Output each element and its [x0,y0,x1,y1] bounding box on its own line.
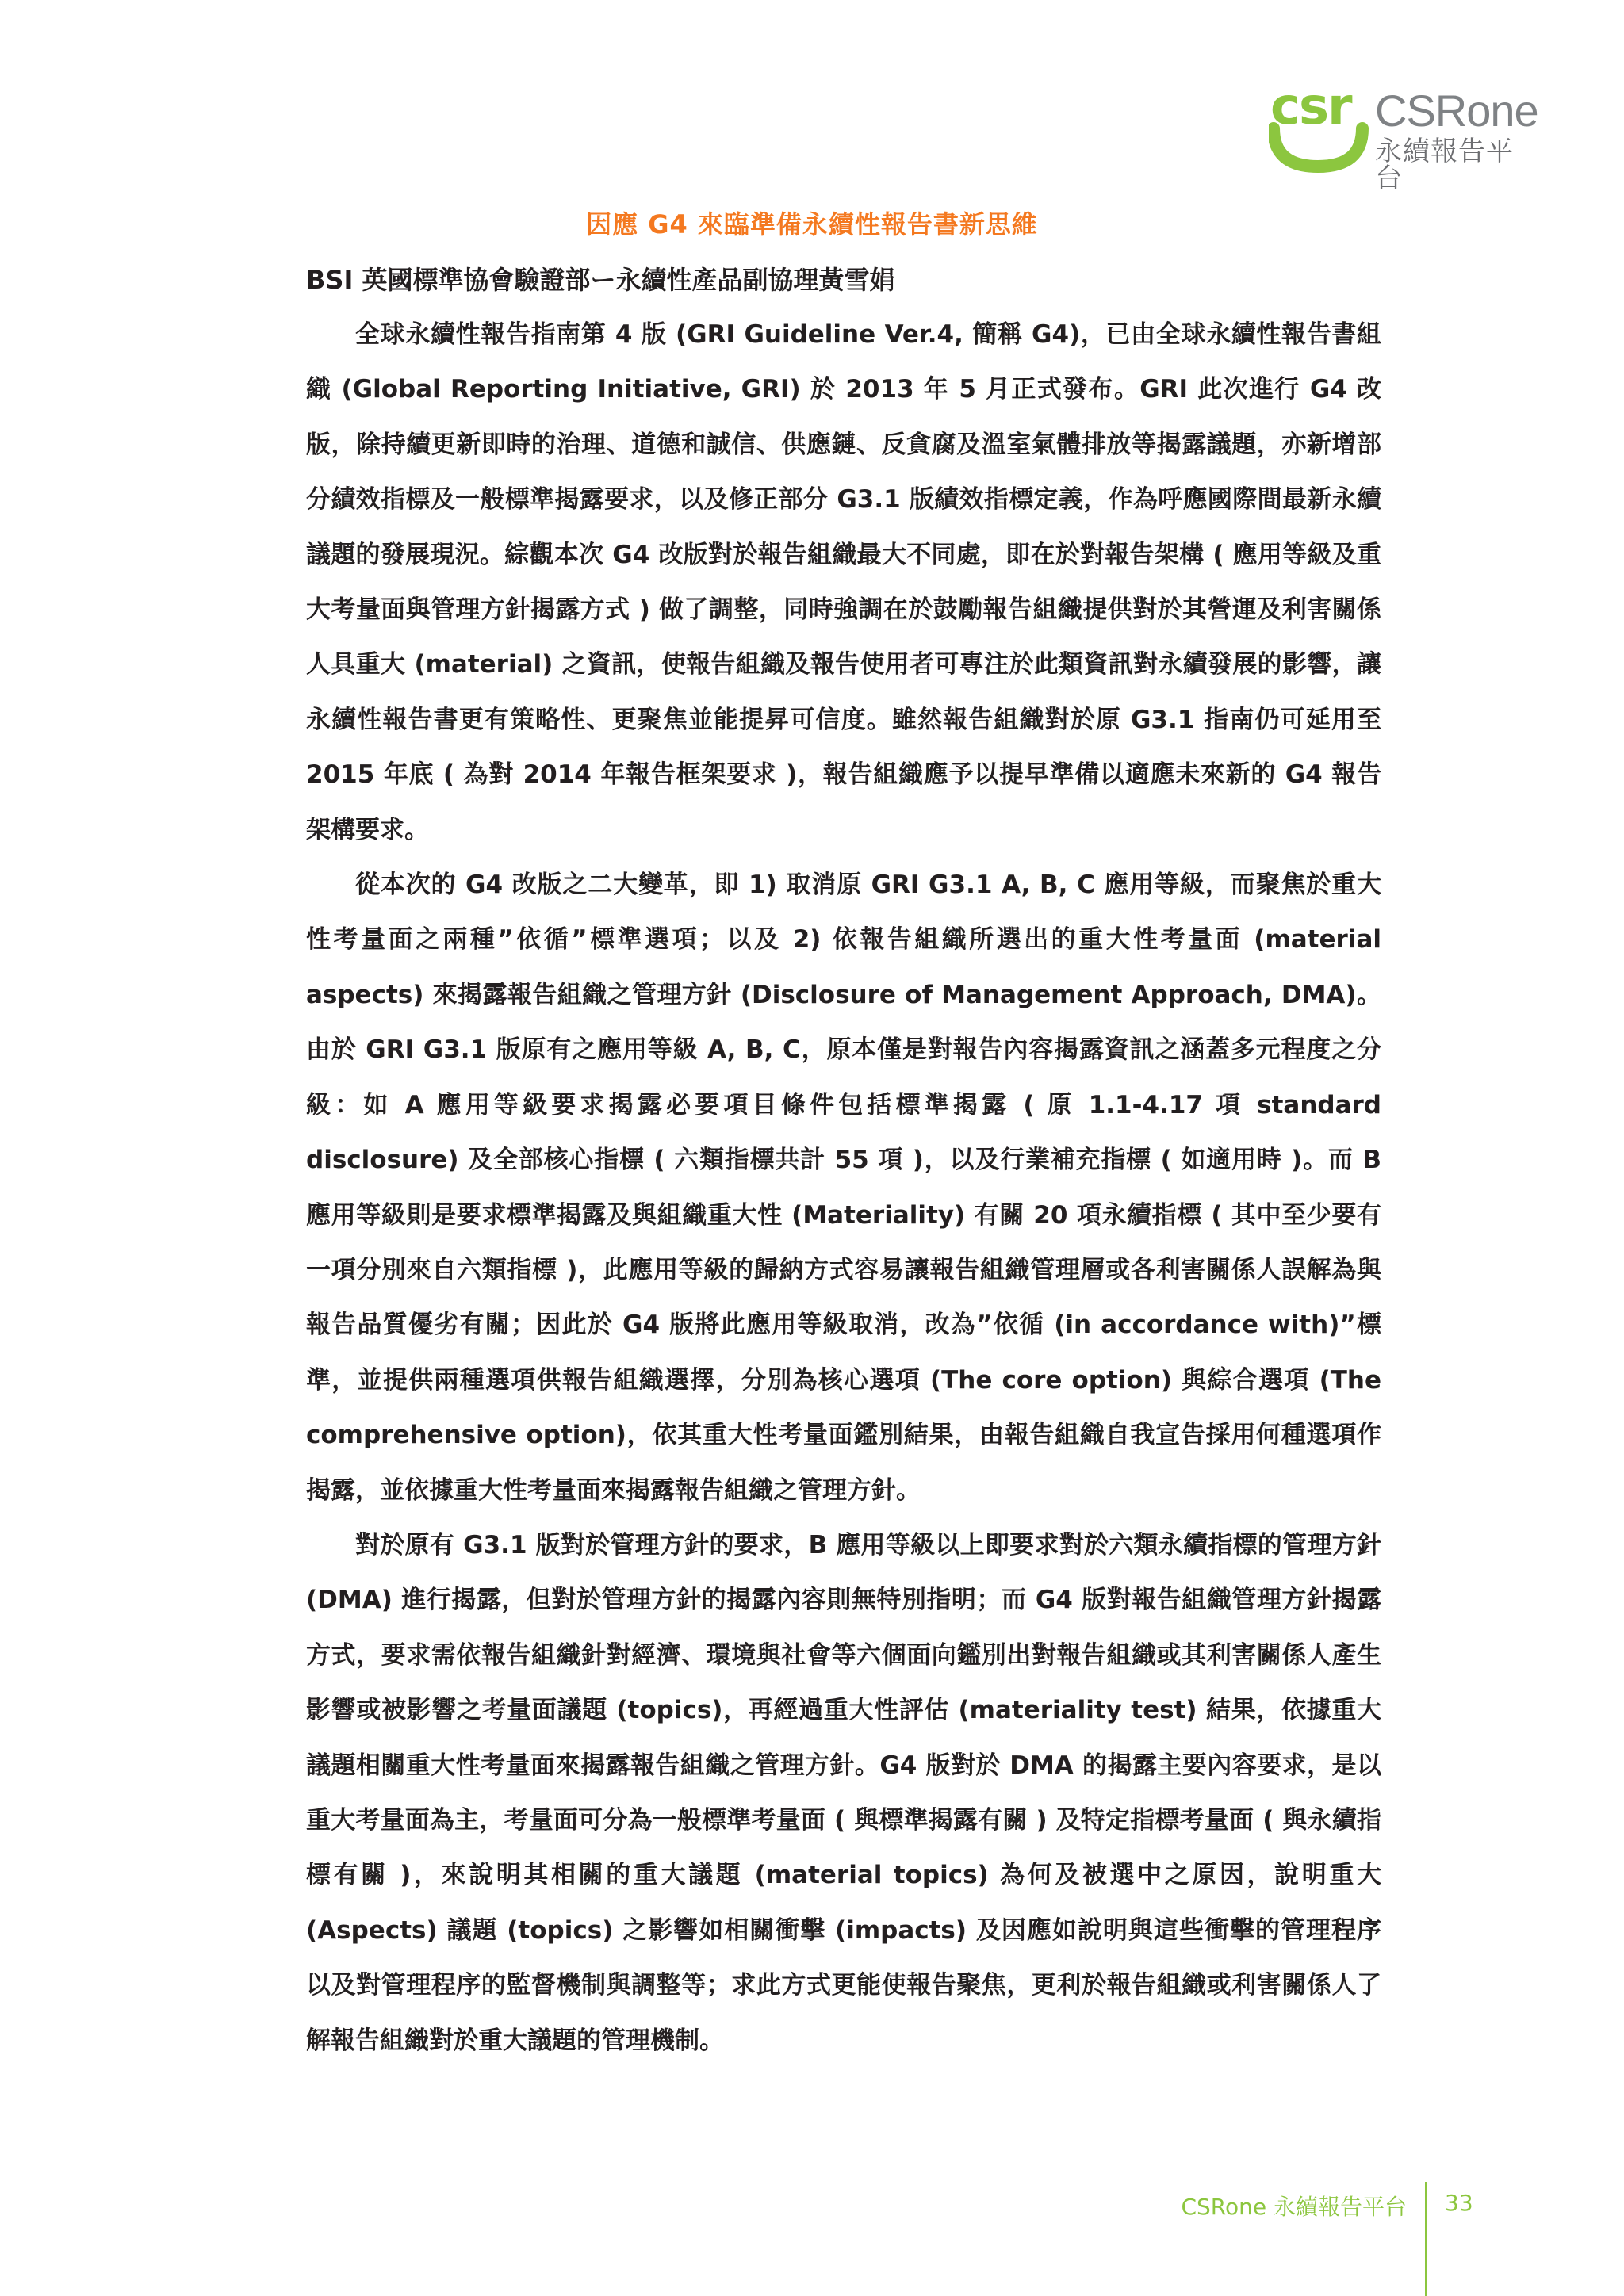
article-body [306,308,1381,2068]
paragraph-2: 從本次的 G4 改版之二大變革，即 1) 取消原 GRI G3.1 A, B, C 應用等級，而聚焦於重大性考量面之兩種”依循”標準選項；以及 2) 依報告組織所選出的重大性考量面 (material aspects) 來揭露報告組織之管理方針 (Disclosure of Management Approach, DMA)。由於 GRI G3.1 版原有之應用等級 A, B, C，原本僅是對報告內容揭露資訊之涵蓋多元程度之分級：如 A 應用等級要求揭露必要項目條件包括標準揭露 ( 原 1.1-4.17 項 standard disclosure) 及全部核心指標 ( 六類指標共計 55 項 )，以及行業補充指標 ( 如適用時 )。而 B 應用等級則是要求標準揭露及與組織重大性 (Materiality) 有關 20 項永續指標 ( 其中至少要有一項分別來自六類指標 )，此應用等級的歸納方式容易讓報告組織管理層或各利害關係人誤解為與報告品質優劣有關；因此於 G4 版將此應用等級取消，改為”依循 (in accordance with)”標準，並提供兩種選項供報告組織選擇，分別為核心選項 (The core option) 與綜合選項 (The comprehensive option)，依其重大性考量面鑑別結果，由報告組織自我宣告採用何種選項作揭露，並依據重大性考量面來揭露報告組織之管理方針。 [306,871,1381,1505]
page-number: 33 [1445,2190,1473,2216]
logo-brand: CSRone [1375,86,1538,136]
article-author: BSI 英國標準協會驗證部ー永續性產品副協理黃雪娟 [306,265,895,295]
paragraph-3: 對於原有 G3.1 版對於管理方針的要求，B 應用等級以上即要求對於六類永續指標的管理方針 (DMA) 進行揭露，但對於管理方針的揭露內容則無特別指明；而 G4 版對報告組織管理方針揭露方式，要求需依報告組織針對經濟、環境與社會等六個面向鑑別出對報告組織或其利害關係人產生影響或被影響之考量面議題 (topics)，再經過重大性評估 (materiality test) 結果，依據重大議題相關重大性考量面來揭露報告組織之管理方針。G4 版對於 DMA 的揭露主要內容要求，是以重大考量面為主，考量面可分為一般標準考量面 ( 與標準揭露有關 ) 及特定指標考量面 ( 與永續指標有關 )，來說明其相關的重大議題 (material topics) 為何及被選中之原因，說明重大 (Aspects) 議題 (topics) 之影響如相關衝擊 (impacts) 及因應如說明與這些衝擊的管理程序以及對管理程序的監督機制與調整等；求此方式更能使報告聚焦，更利於報告組織或利害關係人了解報告組織對於重大議題的管理機制。 [306,1530,1381,2055]
footer-brand: CSRone 永續報告平台 [1181,2194,1407,2220]
footer-divider [1425,2182,1427,2296]
logo-subtitle: 永續報告平台 [1375,136,1514,194]
smile-logo-icon [1269,78,1372,173]
logo-mark-text: csr [1270,78,1351,136]
paragraph-1: 全球永續性報告指南第 4 版 (GRI Guideline Ver.4, 簡稱 G4)，已由全球永續性報告書組織 (Global Reporting Initiative, GRI) 於 2013 年 5 月正式發布。GRI 此次進行 G4 改版，除持續更新即時的治理、道德和誠信、供應鏈、反貪腐及溫室氣體排放等揭露議題，亦新增部分績效指標及一般標準揭露要求，以及修正部分 G3.1 版績效指標定義，作為呼應國際間最新永續議題的發展現況。綜觀本次 G4 改版對於報告組織最大不同處，即在於對報告架構 ( 應用等級及重大考量面與管理方針揭露方式 ) 做了調整，同時強調在於鼓勵報告組織提供對於其營運及利害關係人具重大 (material) 之資訊，使報告組織及報告使用者可專注於此類資訊對永續發展的影響，讓永續性報告書更有策略性、更聚焦並能提昇可信度。雖然報告組織對於原 G3.1 指南仍可延用至 2015 年底 ( 為對 2014 年報告框架要求 )，報告組織應予以提早準備以適應未來新的 G4 報告架構要求。 [306,320,1381,844]
article-title: 因應 G4 來臨準備永續性報告書新思維 [586,209,1038,239]
csrone-logo [1269,78,1538,194]
